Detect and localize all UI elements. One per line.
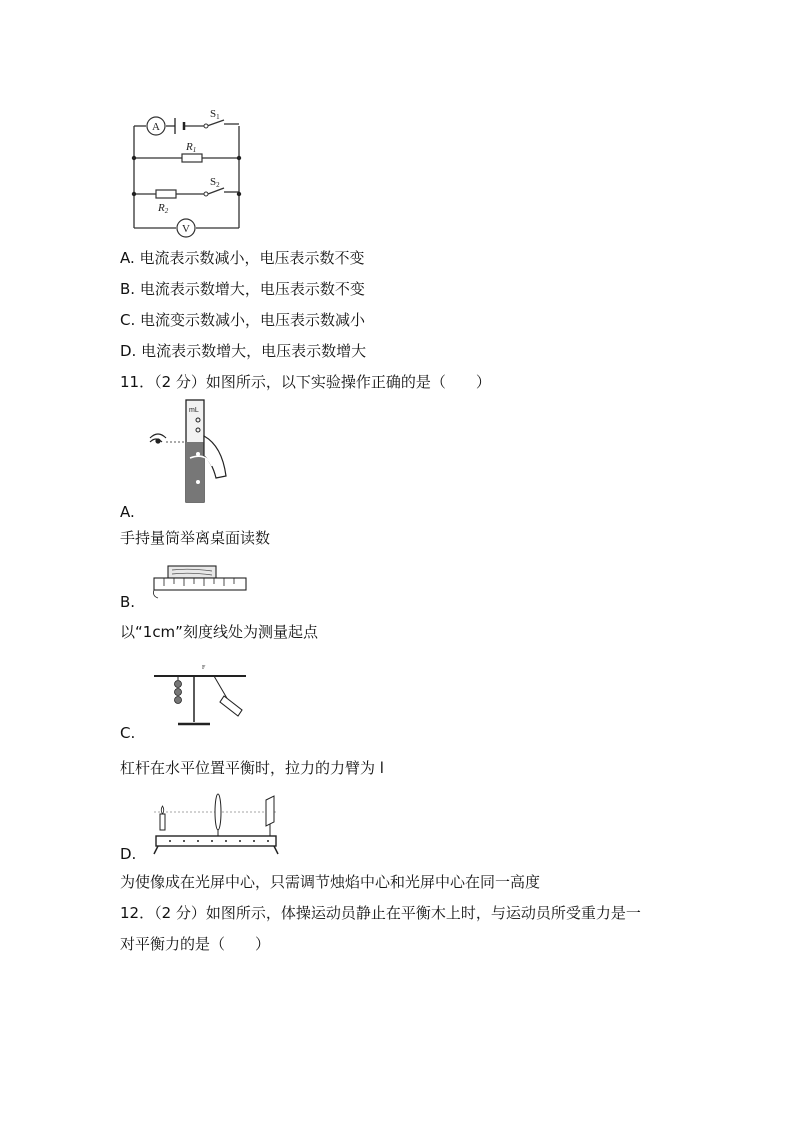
optical-bench <box>156 836 276 846</box>
q10-option-d: D. 电流表示数增大，电压表示数增大 <box>120 342 367 360</box>
q11-option-b-letter: B. <box>120 593 136 611</box>
svg-text:mL: mL <box>189 407 199 414</box>
ammeter-label: A <box>152 121 160 133</box>
q10-option-b: B. 电流表示数增大，电压表示数不变 <box>120 280 365 298</box>
q11-option-a-text: 手持量筒举离桌面读数 <box>120 529 271 547</box>
candle <box>160 814 165 830</box>
q11-option-a-letter: A. <box>120 503 135 521</box>
hand-icon <box>204 436 226 478</box>
circuit-svg <box>118 96 253 238</box>
s2-label: S2 <box>210 176 220 189</box>
q11-stem: 11．（2 分）如图所示，以下实验操作正确的是（ ） <box>120 373 491 391</box>
circuit-diagram <box>118 96 253 238</box>
resistor-r1 <box>182 154 202 162</box>
light-screen <box>266 796 274 826</box>
ruler <box>154 578 246 590</box>
q11-figure-d <box>150 792 280 858</box>
s1-label: S1 <box>210 108 220 121</box>
q11-option-c-text: 杠杆在水平位置平衡时，拉力的力臂为 l <box>120 759 384 777</box>
svg-text:F: F <box>202 665 206 671</box>
q11-option-b-text: 以“1cm”刻度线处为测量起点 <box>120 623 318 641</box>
q10-option-a: A. 电流表示数减小，电压表示数不变 <box>120 249 365 267</box>
q11-figure-a <box>146 396 236 506</box>
r2-label: R2 <box>158 202 169 215</box>
wooden-block <box>168 566 216 578</box>
q11-figure-c <box>150 662 250 730</box>
voltmeter-label: V <box>182 223 190 235</box>
r1-label: R1 <box>186 141 197 154</box>
q12-stem-line1: 12．（2 分）如图所示，体操运动员静止在平衡木上时，与运动员所受重力是一 <box>120 904 641 922</box>
q11-option-d-text: 为使像成在光屏中心，只需调节烛焰中心和光屏中心在同一高度 <box>120 873 541 891</box>
lens <box>215 794 221 830</box>
battery-symbol <box>175 118 184 134</box>
hanging-weights <box>175 681 182 704</box>
q12-stem-line2: 对平衡力的是（ ） <box>120 935 271 953</box>
q11-option-d-letter: D. <box>120 845 137 863</box>
q11-option-c-letter: C. <box>120 724 136 742</box>
q10-option-c: C. 电流变示数减小，电压表示数减小 <box>120 311 366 329</box>
q11-figure-b <box>150 562 250 602</box>
resistor-r2 <box>156 190 176 198</box>
spring-scale-hand <box>220 696 242 716</box>
eye-icon <box>150 434 166 443</box>
